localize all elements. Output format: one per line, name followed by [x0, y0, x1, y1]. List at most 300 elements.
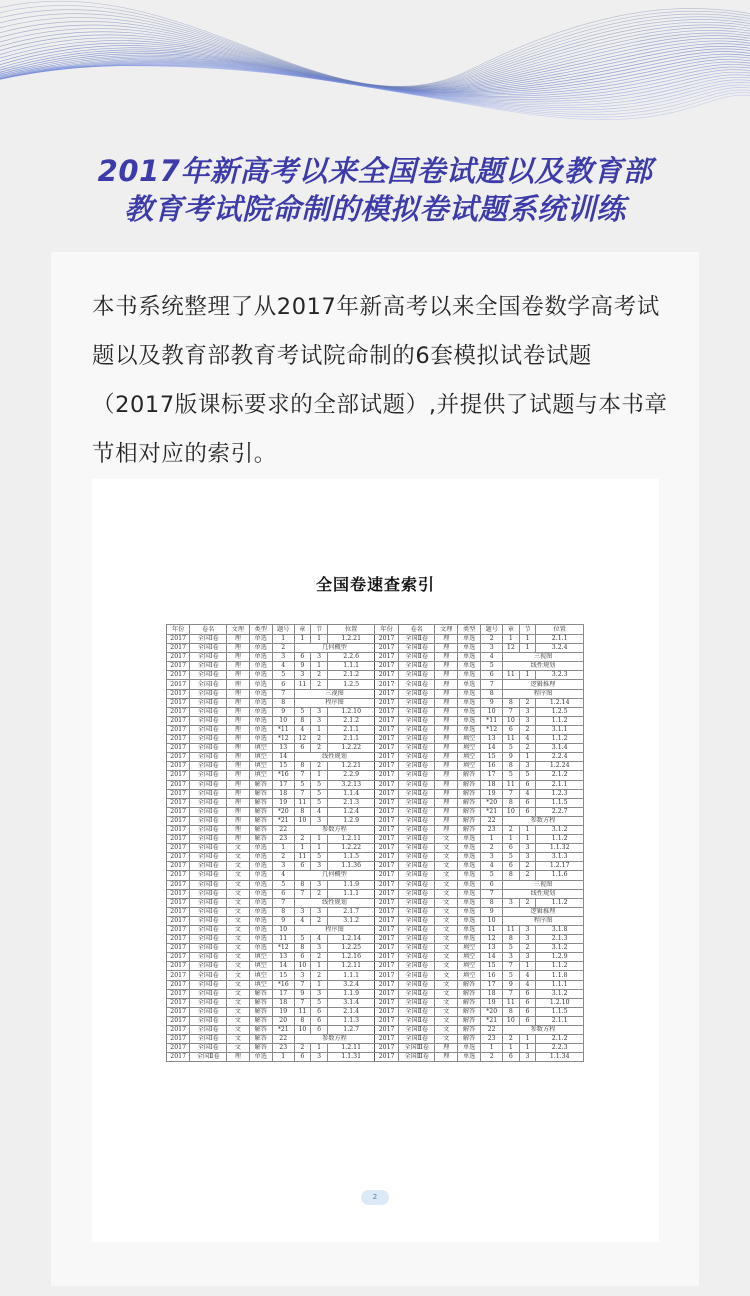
index-cell: 解答: [457, 798, 480, 807]
index-cell: 解答: [249, 1026, 272, 1035]
index-cell: 全国Ⅱ卷: [398, 816, 435, 825]
index-cell: 单选: [457, 853, 480, 862]
index-cell: 2.1.2: [536, 771, 584, 780]
index-cell: 2: [519, 698, 536, 707]
index-cell: 全国Ⅱ卷: [398, 680, 435, 689]
index-cell: 6: [519, 998, 536, 1007]
index-cell: 全国Ⅱ卷: [398, 1035, 435, 1044]
index-cell: 填空: [457, 744, 480, 753]
table-row: [167, 780, 584, 789]
index-cell: 22: [272, 825, 294, 834]
index-cell: 2017: [167, 744, 190, 753]
index-cell: 2017: [375, 844, 398, 853]
index-cell: 解答: [457, 771, 480, 780]
index-cell: 2017: [375, 716, 398, 725]
index-cell: 文: [227, 998, 250, 1007]
table-row: [167, 835, 584, 844]
table-row: [167, 953, 584, 962]
index-cell: 8: [503, 935, 520, 944]
table-row: [167, 807, 584, 816]
index-cell: 文: [227, 1026, 250, 1035]
index-cell: 文: [227, 1044, 250, 1053]
index-cell: 理: [227, 1053, 250, 1062]
index-cell: 文: [227, 944, 250, 953]
index-cell: 1: [481, 835, 503, 844]
index-column-header: 卷名: [398, 625, 435, 635]
index-cell: 1: [294, 635, 311, 644]
index-cell: 文: [435, 898, 458, 907]
index-cell: 3: [519, 707, 536, 716]
index-cell: 单选: [249, 689, 272, 698]
index-cell: 单选: [249, 898, 272, 907]
index-cell: *12: [272, 944, 294, 953]
index-cell: 填空: [249, 980, 272, 989]
index-cell: 解答: [249, 835, 272, 844]
index-cell: 文: [435, 1026, 458, 1035]
index-cell: 1.2.3: [536, 789, 584, 798]
headline-line-1: 2017年新高考以来全国卷试题以及教育部: [97, 154, 653, 188]
index-cell: 全国Ⅰ卷: [190, 871, 227, 880]
index-cell: 文: [435, 971, 458, 980]
index-cell: 文: [435, 1016, 458, 1025]
index-cell: 2017: [375, 862, 398, 871]
index-cell: 程序图: [503, 689, 584, 698]
index-cell: 10: [294, 1026, 311, 1035]
index-cell: 单选: [457, 835, 480, 844]
index-cell: 9: [481, 907, 503, 916]
index-cell: 三视图: [294, 689, 375, 698]
index-page-image: [92, 479, 659, 1242]
index-cell: 全国Ⅱ卷: [398, 1026, 435, 1035]
index-cell: 2017: [375, 644, 398, 653]
index-cell: 2017: [375, 798, 398, 807]
index-cell: 2017: [375, 907, 398, 916]
index-cell: 1: [311, 1044, 328, 1053]
index-cell: 6: [481, 671, 503, 680]
index-cell: 2017: [167, 853, 190, 862]
index-cell: 8: [294, 880, 311, 889]
index-cell: 2017: [375, 944, 398, 953]
index-cell: 解答: [249, 798, 272, 807]
index-cell: 2: [311, 953, 328, 962]
index-cell: 2017: [167, 980, 190, 989]
table-row: [167, 671, 584, 680]
index-cell: 全国Ⅱ卷: [398, 807, 435, 816]
index-cell: 2: [311, 735, 328, 744]
table-row: [167, 853, 584, 862]
index-cell: 4: [311, 935, 328, 944]
index-cell: 3: [311, 816, 328, 825]
index-cell: 3: [311, 989, 328, 998]
index-cell: 解答: [249, 789, 272, 798]
index-cell: 2017: [167, 689, 190, 698]
index-cell: 1.2.14: [327, 935, 375, 944]
index-cell: 3: [503, 953, 520, 962]
index-title: 全国卷速查索引: [315, 575, 435, 594]
index-cell: 单选: [457, 698, 480, 707]
page-number: 2: [361, 1190, 389, 1205]
index-cell: 全国Ⅰ卷: [190, 1044, 227, 1053]
index-cell: 全国Ⅰ卷: [190, 689, 227, 698]
index-cell: 1.2.22: [327, 844, 375, 853]
index-cell: 2017: [167, 1035, 190, 1044]
index-cell: 单选: [249, 698, 272, 707]
index-cell: 理: [435, 780, 458, 789]
index-cell: 理: [227, 680, 250, 689]
index-cell: 3: [519, 844, 536, 853]
index-cell: 单选: [249, 853, 272, 862]
index-cell: 1: [294, 844, 311, 853]
index-cell: 1: [311, 771, 328, 780]
table-row: [167, 989, 584, 998]
index-cell: 20: [272, 1016, 294, 1025]
index-cell: 1.1.9: [327, 880, 375, 889]
index-cell: 文: [435, 998, 458, 1007]
index-cell: 单选: [457, 671, 480, 680]
index-column-header: 卷名: [190, 625, 227, 635]
index-cell: 理: [435, 689, 458, 698]
index-cell: 参数方程: [503, 1026, 584, 1035]
index-cell: 14: [272, 753, 294, 762]
index-cell: 2: [519, 862, 536, 871]
index-cell: 单选: [457, 653, 480, 662]
index-cell: 文: [435, 1035, 458, 1044]
index-column-header: 文理: [227, 625, 250, 635]
index-cell: 2017: [167, 898, 190, 907]
index-cell: 解答: [457, 1026, 480, 1035]
index-cell: 1: [503, 635, 520, 644]
index-cell: 单选: [249, 935, 272, 944]
index-cell: 填空: [457, 753, 480, 762]
index-cell: 单选: [457, 916, 480, 925]
index-cell: 3.1.2: [536, 989, 584, 998]
index-cell: 文: [227, 1016, 250, 1025]
index-cell: 11: [503, 926, 520, 935]
table-row: [167, 980, 584, 989]
index-cell: 2017: [167, 926, 190, 935]
index-cell: 5: [481, 662, 503, 671]
table-row: [167, 698, 584, 707]
index-cell: 全国Ⅱ卷: [398, 662, 435, 671]
index-cell: 8: [503, 698, 520, 707]
index-cell: 11: [481, 926, 503, 935]
table-row: [167, 707, 584, 716]
index-cell: 线性规划: [294, 753, 375, 762]
index-cell: 16: [481, 762, 503, 771]
index-cell: 2017: [375, 962, 398, 971]
index-cell: 理: [435, 825, 458, 834]
index-cell: 18: [481, 989, 503, 998]
index-cell: 1: [519, 962, 536, 971]
index-cell: 理: [435, 744, 458, 753]
index-cell: 2017: [375, 707, 398, 716]
index-cell: 1.2.9: [327, 816, 375, 825]
index-cell: 2017: [375, 780, 398, 789]
table-row: [167, 644, 584, 653]
index-cell: 单选: [249, 735, 272, 744]
index-cell: 全国Ⅱ卷: [398, 862, 435, 871]
index-cell: 5: [503, 771, 520, 780]
index-cell: *20: [481, 798, 503, 807]
table-row: [167, 889, 584, 898]
index-cell: 2: [311, 971, 328, 980]
index-cell: 10: [272, 926, 294, 935]
index-cell: 3.1.4: [327, 998, 375, 1007]
index-cell: 全国Ⅰ卷: [190, 898, 227, 907]
index-cell: 理: [227, 653, 250, 662]
index-cell: 1: [503, 835, 520, 844]
index-cell: 全国Ⅱ卷: [398, 753, 435, 762]
index-cell: 全国Ⅰ卷: [190, 662, 227, 671]
index-cell: 6: [311, 1007, 328, 1016]
index-cell: 8: [481, 898, 503, 907]
index-cell: 三视图: [503, 880, 584, 889]
index-cell: 文: [227, 907, 250, 916]
index-cell: 2017: [167, 998, 190, 1007]
index-cell: 5: [294, 707, 311, 716]
index-cell: 11: [503, 735, 520, 744]
index-cell: 2.1.7: [327, 907, 375, 916]
index-cell: 1.2.25: [327, 944, 375, 953]
index-cell: 程序图: [503, 916, 584, 925]
index-cell: 13: [272, 953, 294, 962]
index-cell: 23: [272, 1044, 294, 1053]
index-cell: 3: [294, 971, 311, 980]
index-cell: 全国Ⅰ卷: [190, 735, 227, 744]
index-cell: 9: [294, 989, 311, 998]
index-cell: 3.1.1: [536, 725, 584, 734]
index-cell: 2017: [167, 716, 190, 725]
index-cell: 理: [227, 816, 250, 825]
index-cell: 全国Ⅱ卷: [398, 989, 435, 998]
index-cell: 理: [435, 735, 458, 744]
wave-line: [0, 65, 750, 112]
index-cell: 2017: [167, 798, 190, 807]
index-cell: 2017: [167, 789, 190, 798]
index-cell: 2017: [375, 816, 398, 825]
index-cell: 全国Ⅱ卷: [398, 789, 435, 798]
index-cell: 11: [294, 853, 311, 862]
index-cell: 全国Ⅱ卷: [398, 926, 435, 935]
index-cell: 4: [519, 735, 536, 744]
index-cell: 6: [519, 989, 536, 998]
index-cell: 填空: [249, 953, 272, 962]
index-cell: 全国Ⅱ卷: [398, 880, 435, 889]
index-cell: 2017: [167, 735, 190, 744]
index-cell: 理: [435, 789, 458, 798]
index-cell: 单选: [457, 644, 480, 653]
index-cell: 全国Ⅰ卷: [190, 644, 227, 653]
index-cell: 1: [503, 1044, 520, 1053]
index-cell: 7: [503, 989, 520, 998]
index-cell: 2.1.1: [327, 725, 375, 734]
index-cell: 1.1.1: [327, 971, 375, 980]
index-cell: 单选: [249, 680, 272, 689]
index-cell: 1: [519, 1044, 536, 1053]
index-cell: 文: [435, 1007, 458, 1016]
index-cell: 1.1.8: [536, 971, 584, 980]
index-cell: 5: [503, 944, 520, 953]
index-cell: 全国Ⅱ卷: [190, 1053, 227, 1062]
index-cell: 全国Ⅱ卷: [398, 980, 435, 989]
index-cell: 理: [435, 698, 458, 707]
index-cell: 4: [311, 807, 328, 816]
index-cell: 1.1.4: [327, 789, 375, 798]
index-cell: 7: [503, 707, 520, 716]
index-cell: 1: [311, 844, 328, 853]
index-column-header: 年份: [375, 625, 398, 635]
index-cell: 1.2.7: [327, 1026, 375, 1035]
index-cell: 文: [227, 935, 250, 944]
index-column-header: 节: [311, 625, 328, 635]
table-row: [167, 816, 584, 825]
index-cell: 14: [272, 962, 294, 971]
index-cell: 3.1.8: [536, 926, 584, 935]
index-cell: 2017: [167, 916, 190, 925]
index-cell: 理: [227, 671, 250, 680]
index-cell: 文: [227, 1035, 250, 1044]
table-row: [167, 789, 584, 798]
index-cell: 2017: [375, 725, 398, 734]
index-cell: 2.1.2: [327, 716, 375, 725]
index-cell: 1.1.36: [327, 862, 375, 871]
index-cell: 8: [294, 944, 311, 953]
index-cell: *12: [481, 725, 503, 734]
index-cell: 9: [503, 753, 520, 762]
table-row: [167, 716, 584, 725]
index-cell: 1.2.5: [536, 707, 584, 716]
index-cell: 11: [503, 780, 520, 789]
index-cell: 2.2.9: [327, 771, 375, 780]
index-cell: 8: [294, 1016, 311, 1025]
index-cell: 文: [435, 962, 458, 971]
index-cell: 6: [294, 1053, 311, 1062]
index-cell: 7: [294, 980, 311, 989]
wave-line: [0, 66, 750, 117]
index-cell: 解答: [249, 825, 272, 834]
index-cell: 6: [503, 725, 520, 734]
index-cell: 全国Ⅱ卷: [398, 735, 435, 744]
index-cell: 2017: [167, 671, 190, 680]
index-cell: 13: [272, 744, 294, 753]
index-cell: 理: [435, 635, 458, 644]
index-cell: 单选: [457, 935, 480, 944]
index-cell: 2017: [375, 789, 398, 798]
index-cell: 单选: [249, 662, 272, 671]
index-cell: 全国Ⅰ卷: [190, 853, 227, 862]
index-cell: 6: [503, 1053, 520, 1062]
index-cell: 3.1.2: [536, 825, 584, 834]
index-cell: 1.1.32: [536, 844, 584, 853]
index-cell: 2.1.1: [536, 635, 584, 644]
index-cell: 16: [481, 971, 503, 980]
index-cell: 单选: [249, 653, 272, 662]
index-column-header: 文理: [435, 625, 458, 635]
table-row: [167, 798, 584, 807]
index-cell: 3: [311, 1053, 328, 1062]
index-cell: 文: [435, 853, 458, 862]
index-cell: *11: [272, 725, 294, 734]
index-cell: 2017: [167, 753, 190, 762]
index-cell: 2017: [375, 935, 398, 944]
index-cell: 理: [227, 780, 250, 789]
index-cell: 2: [311, 744, 328, 753]
index-cell: 11: [272, 935, 294, 944]
index-column-header: 题号: [272, 625, 294, 635]
index-cell: 单选: [457, 889, 480, 898]
table-row: [167, 871, 584, 880]
index-cell: 1.2.16: [327, 953, 375, 962]
index-cell: 5: [481, 871, 503, 880]
index-cell: 1.2.22: [327, 744, 375, 753]
index-cell: 2017: [167, 644, 190, 653]
index-cell: 文: [435, 989, 458, 998]
index-cell: 单选: [249, 871, 272, 880]
index-cell: 单选: [457, 844, 480, 853]
index-cell: 2: [519, 898, 536, 907]
index-cell: 全国Ⅱ卷: [398, 825, 435, 834]
index-cell: 2017: [375, 662, 398, 671]
index-cell: 7: [481, 680, 503, 689]
index-cell: 全国Ⅱ卷: [398, 853, 435, 862]
index-column-header: 位置: [327, 625, 375, 635]
index-cell: 2.1.4: [327, 1007, 375, 1016]
index-cell: 理: [227, 835, 250, 844]
table-row: [167, 1026, 584, 1035]
index-cell: 2: [272, 644, 294, 653]
index-cell: 单选: [457, 662, 480, 671]
index-cell: 理: [435, 662, 458, 671]
index-cell: 3: [519, 926, 536, 935]
index-cell: 线性规划: [503, 662, 584, 671]
index-cell: 6: [294, 953, 311, 962]
index-cell: 8: [272, 907, 294, 916]
table-row: [167, 744, 584, 753]
index-cell: 1.1.2: [536, 962, 584, 971]
index-cell: 单选: [457, 635, 480, 644]
index-cell: 全国Ⅱ卷: [398, 744, 435, 753]
index-column-header: 类型: [457, 625, 480, 635]
index-cell: 5: [503, 853, 520, 862]
index-cell: 全国Ⅰ卷: [190, 744, 227, 753]
index-cell: 3.1.4: [536, 744, 584, 753]
index-cell: 6: [519, 780, 536, 789]
index-cell: 全国Ⅱ卷: [398, 889, 435, 898]
index-cell: *21: [272, 1026, 294, 1035]
index-cell: 1: [519, 635, 536, 644]
index-cell: 理: [435, 680, 458, 689]
index-cell: 7: [272, 689, 294, 698]
index-cell: 17: [272, 780, 294, 789]
index-cell: 全国Ⅱ卷: [398, 762, 435, 771]
index-cell: 3: [519, 953, 536, 962]
index-cell: 单选: [249, 844, 272, 853]
wave-decoration: [0, 0, 750, 150]
index-column-header: 节: [519, 625, 536, 635]
index-cell: 2017: [375, 735, 398, 744]
index-cell: 理: [435, 798, 458, 807]
index-cell: 2: [481, 1053, 503, 1062]
index-cell: 全国Ⅰ卷: [190, 962, 227, 971]
index-cell: 8: [294, 716, 311, 725]
index-cell: 全国Ⅰ卷: [190, 953, 227, 962]
index-cell: 解答: [249, 1016, 272, 1025]
index-cell: 全国Ⅰ卷: [190, 935, 227, 944]
index-cell: 单选: [249, 716, 272, 725]
index-cell: 2: [311, 762, 328, 771]
index-cell: 2017: [375, 953, 398, 962]
index-cell: 2017: [167, 880, 190, 889]
